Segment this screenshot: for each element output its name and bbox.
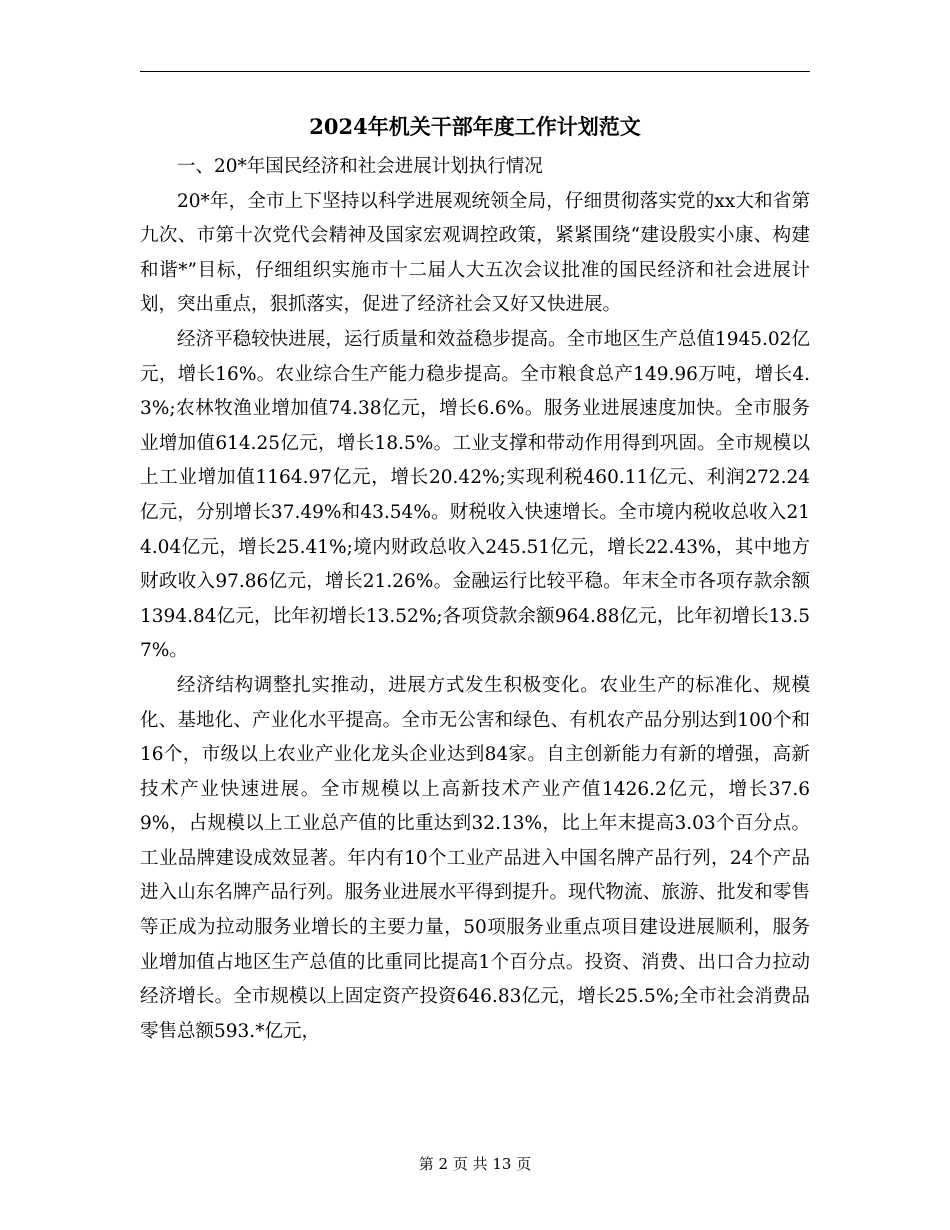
body-paragraph: 20*年，全市上下坚持以科学进展观统领全局，仔细贯彻落实党的xx大和省第九次、市第十次党代会精神及国家宏观调控政策，紧紧围绕“建设殷实小康、构建和谐*”目标，仔细组织实施市十二届人大五次会议批准的国民经济和社会进展计划，突出重点，狠抓落实，促进了经济社会又好又快进展。 bbox=[140, 190, 810, 316]
document-title: 2024年机关干部年度工作计划范文 bbox=[309, 114, 641, 139]
document-body bbox=[140, 150, 810, 1049]
page-number: 第 2 页 共 13 页 bbox=[418, 1155, 532, 1173]
body-paragraph: 经济结构调整扎实推动，进展方式发生积极变化。农业生产的标准化、规模化、基地化、产业化水平提高。全市无公害和绿色、有机农产品分别达到100个和16个，市级以上农业产业化龙头企业达到84家。自主创新能力有新的增强，高新技术产业快速进展。全市规模以上高新技术产业产值1426.2亿元，增长37.69%，占规模以上工业总产值的比重达到32.13%，比上年末提高3.03个百分点。工业品牌建设成效显著。年内有10个工业产品进入中国名牌产品行列，24个产品进入山东名牌产品行列。服务业进展水平得到提升。现代物流、旅游、批发和零售等正成为拉动服务业增长的主要力量，50项服务业重点项目建设进展顺利，服务业增加值占地区生产总值的比重同比提高1个百分点。投资、消费、出口合力拉动经济增长。全市规模以上固定资产投资646.83亿元，增长25.5%;全市社会消费品零售总额593.*亿元， bbox=[140, 674, 810, 1042]
body-paragraph: 经济平稳较快进展，运行质量和效益稳步提高。全市地区生产总值1945.02亿元，增长16%。农业综合生产能力稳步提高。全市粮食总产149.96万吨，增长4.3%;农林牧渔业增加值74.38亿元，增长6.6%。服务业进展速度加快。全市服务业增加值614.25亿元，增长18.5%。工业支撑和带动作用得到巩固。全市规模以上工业增加值1164.97亿元，增长20.42%;实现利税460.11亿元、利润272.24亿元，分别增长37.49%和43.54%。财税收入快速增长。全市境内税收总收入214.04亿元，增长25.41%;境内财政总收入245.51亿元，增长22.43%，其中地方财政收入97.86亿元，增长21.26%。金融运行比较平稳。年末全市各项存款余额1394.84亿元，比年初增长13.52%;各项贷款余额964.88亿元，比年初增长13.57%。 bbox=[140, 328, 810, 662]
section-heading: 一、20*年国民经济和社会进展计划执行情况 bbox=[177, 156, 543, 177]
header-rule bbox=[140, 71, 810, 72]
